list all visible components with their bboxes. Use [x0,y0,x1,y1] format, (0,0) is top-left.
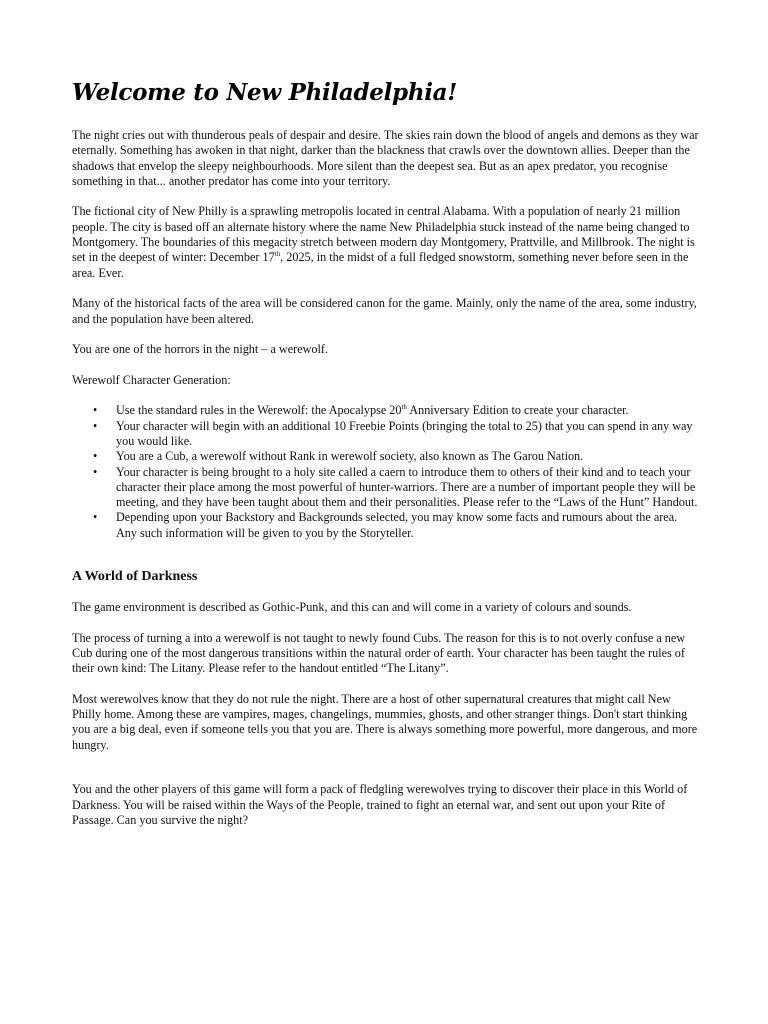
list-item [72,465,700,511]
horror-paragraph: You are one of the horrors in the night – a werewolf. [72,342,328,357]
chargen-rules-list [72,403,700,541]
rule-text: Your character will begin with an additional 10 Freebie Points (bringing the total to 25) that you can spend in any way you would like. [116,418,693,448]
rule-text-start: Use the standard rules in the Werewolf: the Apocalypse 20 [116,403,402,418]
rule-text: You are a Cub, a werewolf without Rank in werewolf society, also known as The Garou Nation. [116,449,584,464]
list-item [72,403,700,418]
intro-paragraph: The night cries out with thunderous peals of despair and desire. The skies rain down the blood of angels and demons as they war eternally. Something has awoken in that night, darker than the blackness that crawls over the downtown allies. Deeper than the shadows that envelop the sleepy neighbourhoods. More silent than the deepest sea. But as an apex predator, you recognise something in that... another predator has come into your territory. [72,128,699,188]
city-paragraph [72,204,700,280]
bullet-icon: • [93,464,98,479]
city-text-end: , 2025, in the midst of a full fledged snowstorm, something never before seen in the area. Ever. [72,250,689,280]
rule-text-end: Anniversary Edition to create your character. [406,403,629,418]
list-item [72,419,700,450]
chargen-heading: Werewolf Character Generation: [72,372,231,387]
list-item [72,510,700,541]
rule-text: Depending upon your Backstory and Backgrounds selected, you may know some facts and rumours about the area. Any such information will be given to you by the Storyteller. [116,510,678,540]
spacer [72,768,700,782]
city-text-start: The fictional city of New Philly is a sprawling metropolis located in central Alabama. With a population of nearly 21 million people. The city is based off an alternate history where the name New Philadelphia stuck instead of the name being changed to Montgomery. The boundaries of this megacity stretch between modern day Montgomery, Prattville, and Millbrook. The night is set in the deepest of winter: December 17 [72,204,695,265]
environment-paragraph: The game environment is described as Gothic-Punk, and this can and will come in a variety of colours and sounds. [72,600,632,615]
ordinal-suffix: th [401,403,407,412]
bullet-icon: • [93,403,98,418]
others-paragraph: Most werewolves know that they do not rule the night. There are a host of other supernatural creatures that might call New Philly home. Among these are vampires, mages, changelings, mummies, ghosts, and other stranger things. Don't start thinking you are a big deal, even if someone tells you that you are. There is always something more powerful, more dangerous, and more hungry. [72,691,698,752]
process-paragraph: The process of turning a into a werewolf is not taught to newly found Cubs. The reason for this is to not overly confuse a new Cub during one of the most dangerous transitions within the natural order of earth. Your character has been taught the rules of their own kind: The Litany. Please refer to the handout entitled “The Litany”. [72,630,686,676]
list-item [72,449,700,464]
bullet-icon: • [93,510,98,525]
closing-paragraph: You and the other players of this game will form a pack of fledgling werewolves trying to discover their place in this World of Darkness. You will be raised within the Ways of the People, trained to fight an eternal war, and sent out upon your Rite of Passage. Can you survive the night? [72,782,688,827]
ordinal-suffix: th [274,250,281,259]
bullet-icon: • [93,418,98,433]
document-page [72,78,700,843]
rule-text: Your character is being brought to a holy site called a caern to introduce them to others of their kind and to teach your character their place among the most powerful of hunter-warriors. There are a number of important people they will be meeting, and they have been taught about them and their personalities. Please refer to the “Laws of the Hunt” Handout. [116,464,698,510]
bullet-icon: • [93,449,98,464]
page-title: Welcome to New Philadelphia! [72,79,458,106]
canon-paragraph: Many of the historical facts of the area will be considered canon for the game. Mainly, only the name of the area, some industry, and the population have been altered. [72,296,697,326]
section-heading: A World of Darkness [72,569,198,585]
